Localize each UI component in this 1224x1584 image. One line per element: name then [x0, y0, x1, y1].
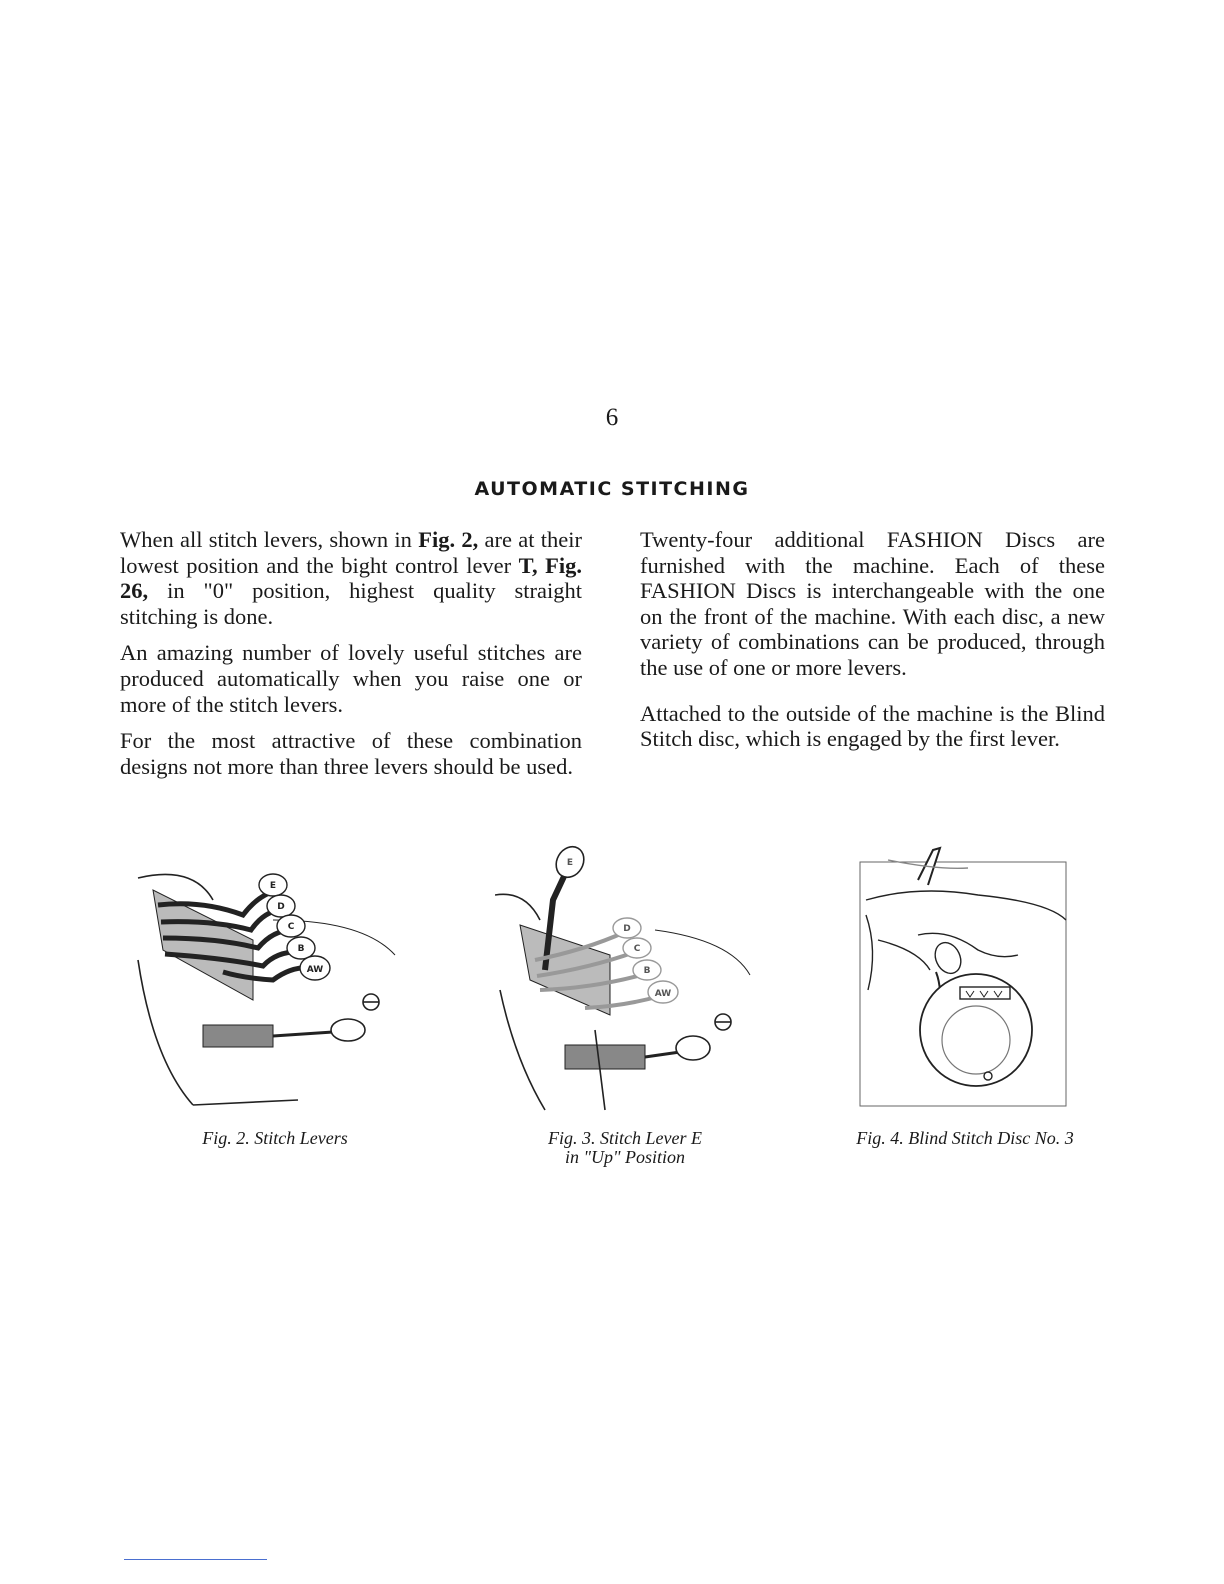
lever-label-d: D	[277, 902, 285, 912]
figure-3-caption	[500, 1129, 750, 1167]
figure-stitch-lever-up	[495, 840, 755, 1115]
lever-label-e-raised: E	[566, 858, 574, 868]
figure-4-caption: Fig. 4. Blind Stitch Disc No. 3	[856, 1128, 1074, 1148]
lever-label-c: C	[633, 944, 641, 954]
paragraph-fashion-discs: Twenty-four additional FASHION Discs are furnished with the machine. Each of these FASHION Discs is interchangeable with the one on the front of the machine. With each disc, a new variety of combinations can be produced, through the use of one or more levers.	[640, 527, 1105, 680]
figure-blind-stitch-disc	[858, 840, 1070, 1110]
lever-label-aw: AW	[306, 965, 324, 975]
left-column	[120, 527, 582, 790]
footer-divider	[124, 1559, 267, 1560]
paragraph-stitch-levers: When all stitch levers, shown in Fig. 2, are at their lowest position and the bight control lever T, Fig. 26, in "0" position, highest quality straight stitching is done.	[120, 527, 583, 629]
page-number: 6	[605, 404, 619, 431]
lever-label-c: C	[287, 922, 295, 932]
lever-label-b: B	[297, 944, 305, 954]
lever-label-d: D	[623, 924, 631, 934]
lever-label-e: E	[269, 881, 277, 891]
stitch-levers-illustration	[133, 860, 403, 1115]
paragraph-combination-designs: For the most attractive of these combination designs not more than three levers should be used.	[120, 728, 582, 779]
figure-3-caption-line-2: in "Up" Position	[564, 1147, 686, 1167]
figure-3-caption-line-1: Fig. 3. Stitch Lever E	[548, 1128, 702, 1148]
paragraph-useful-stitches: An amazing number of lovely useful stitches are produced automatically when you raise one or more of the stitch levers.	[120, 640, 582, 717]
lever-label-b: B	[643, 966, 651, 976]
figure-stitch-levers	[133, 860, 403, 1115]
figure-2-caption: Fig. 2. Stitch Levers	[202, 1128, 348, 1148]
right-column	[640, 527, 1105, 772]
blind-stitch-disc-illustration	[858, 840, 1070, 1110]
lever-label-aw: AW	[654, 989, 672, 999]
page-title: AUTOMATIC STITCHING	[474, 478, 750, 500]
paragraph-blind-stitch: Attached to the outside of the machine is the Blind Stitch disc, which is engaged by the first lever.	[640, 700, 1105, 752]
stitch-lever-up-illustration	[495, 840, 755, 1115]
